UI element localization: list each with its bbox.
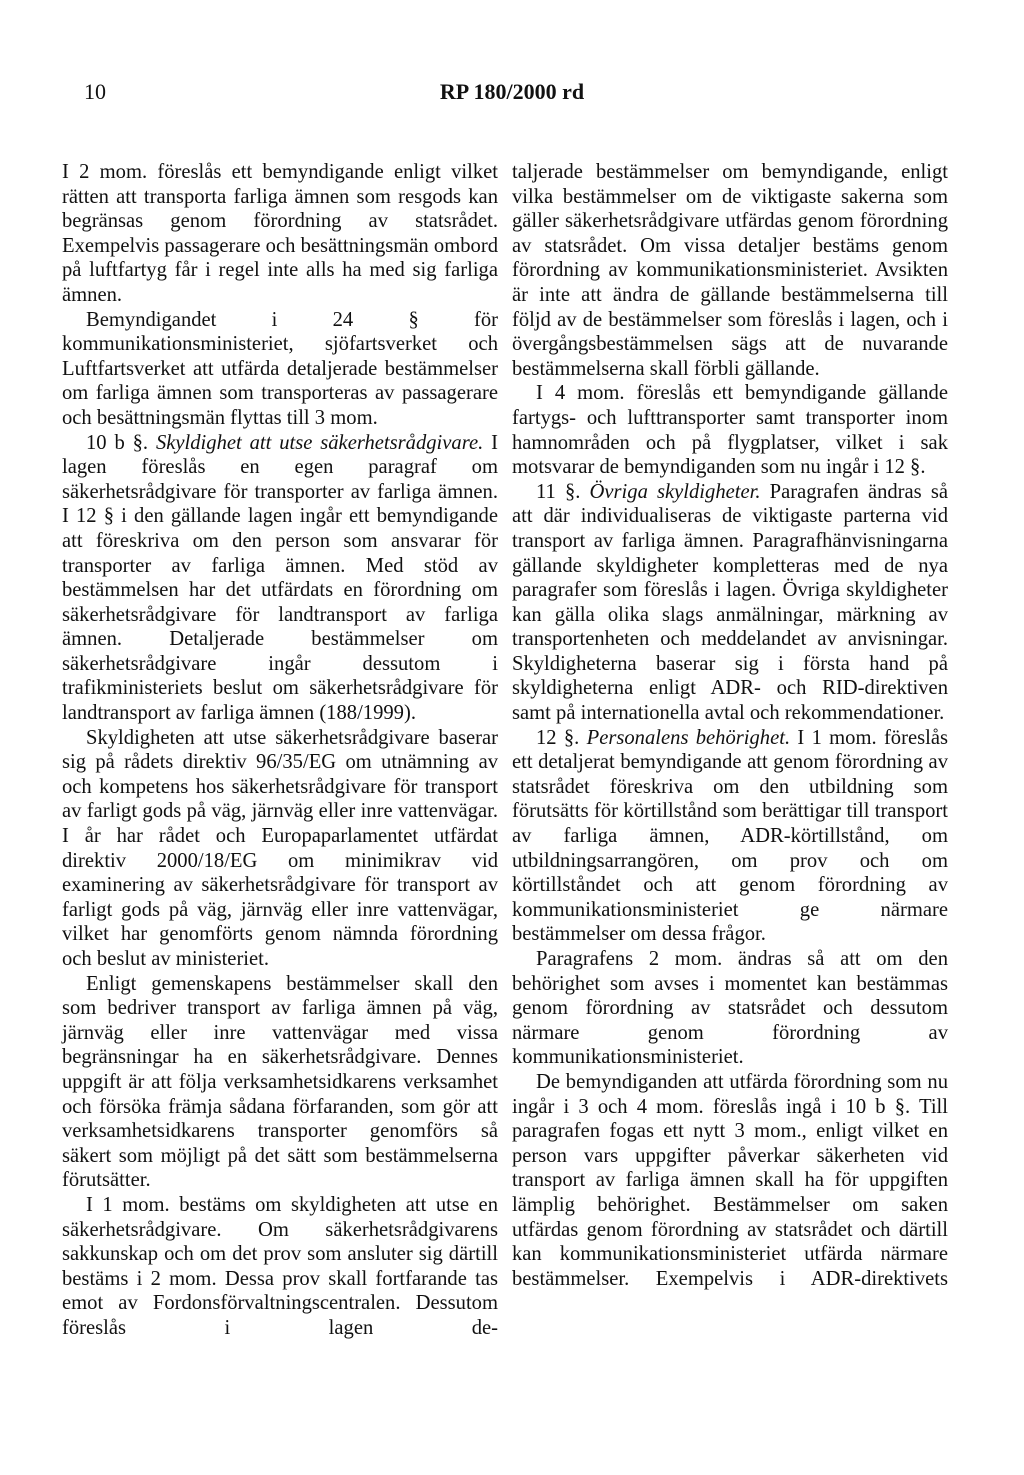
section-label: 10 b §. xyxy=(86,431,149,454)
section-paragraph xyxy=(512,726,948,947)
paragraph: De bemyndiganden att utfärda förordning som nu ingår i 3 och 4 mom. föreslås ingå i 10 b §. Till paragrafen fogas ett nytt 3 mom., enligt vilket en person vars uppgifter påverkar säkerheten vid transport av farliga ämnen skall ha för uppgiften lämplig behörighet. Bestämmelser om saken utfärdas genom förordning av statsrådet och därtill kan kommunikationsministeriet utfärda närmare bestämmelser. Exempelvis i ADR-direktivets xyxy=(512,1070,948,1290)
section-label: 11 §. xyxy=(536,480,581,503)
section-heading: Skyldighet att utse säkerhetsrådgivare. xyxy=(155,431,484,454)
section-text: Paragrafen ändras så att där individualiseras de viktigaste parterna vid transport av farliga ämnen. Paragrafhänvisningarna gällande skyldigheter kompletteras med de nya paragrafer som föreslås i lagen. Övriga skyldigheter kan gälla olika slags anmälningar, märkning av transportenheten och meddelandet av anvisningar. Skyldigheterna baserar sig i första hand på skyldigheterna enligt ADR- och RID-direktiven samt på internationella avtal och rekommendationer. xyxy=(512,480,948,725)
paragraph: I 1 mom. bestäms om skyldigheten att utse en säkerhetsrådgivare. Om säkerhetsrådgivarens sakkunskap och om det prov som ansluter sig därtill bestäms i 2 mom. Dessa prov skall fortfarande tas emot av Fordonsförvaltningscentralen. Dessutom föreslås i lagen de- xyxy=(62,1193,498,1339)
paragraph: taljerade bestämmelser om bemyndigande, enligt vilka bestämmelser om de viktigaste sakerna som gäller säkerhetsrådgivare utfärdas genom förordning av statsrådet. Om vissa detaljer bestäms genom förordning av kommunikationsministeriet. Avsikten är inte att ändra de gällande bestämmelserna till följd av de bestämmelser som föreslås i lagen, och i övergångsbestämmelsen sägs att de nuvarande bestämmelserna skall förbli gällande. xyxy=(512,161,948,380)
section-text: I lagen föreslås en egen paragraf om säkerhetsrådgivare för transporter av farliga ämnen. I 12 § i den gällande lagen ingår ett bemyndigande att föreskriva om den person som ansvarar för transporter av farliga ämnen. Med stöd av bestämmelsen har det utfärdats en förordning om säkerhetsrådgivare för landtransport av farliga ämnen. Detaljerade bestämmelser om säkerhetsrådgivare ingår dessutom i trafikministeriets beslut om säkerhetsrådgivare för landtransport av farliga ämnen (188/1999). xyxy=(62,431,498,725)
page-number: 10 xyxy=(84,79,106,104)
paragraph: Skyldigheten att utse säkerhetsrådgivare baserar sig på rådets direktiv 96/35/EG om utnämning av och kompetens hos säkerhetsrådgivare för transport av farligt gods på väg, järnväg eller inre vattenvägar. I år har rådet och Europaparlamentet utfärdat direktiv 2000/18/EG om minimikrav vid examinering av säkerhetsrådgivare för transport av farligt gods på väg, järnväg eller inre vattenvägar, vilket har genomförts genom nämnda förordning och beslut av ministeriet. xyxy=(62,726,498,970)
document-title: RP 180/2000 rd xyxy=(439,79,585,104)
section-paragraph xyxy=(62,431,498,726)
paragraph: I 4 mom. föreslås ett bemyndigande gällande fartygs- och lufttransporter samt transporter inom hamnområden och på flygplatser, vilket i sak motsvarar de bemyndiganden som nu ingår i 12 §. xyxy=(512,382,948,479)
paragraph: Paragrafens 2 mom. ändras så att om den behörighet som avses i momentet kan bestämmas genom förordning av statsrådet och dessutom närmare genom förordning av kommunikationsministeriet. xyxy=(512,948,948,1069)
paragraph: I 2 mom. föreslås ett bemyndigande enligt vilket rätten att transporta farliga ämnen som resgods kan begränsas genom förordning av statsrådet. Exempelvis passagerare och besättningsmän ombord på luftfartyg får i regel inte alls ha med sig farliga ämnen. xyxy=(62,161,498,306)
left-column xyxy=(62,160,498,1341)
paragraph: Bemyndigandet i 24 § för kommunikationsministeriet, sjöfartsverket och Luftfartsverket att utfärda detaljerade bestämmelser om farliga ämnen som transporteras av passagerare och besättningsmän flyttas till 3 mom. xyxy=(62,308,498,429)
paragraph: Enligt gemenskapens bestämmelser skall den som bedriver transport av farliga ämnen på väg, järnväg eller inre vattenvägar med vissa begränsningar ha en säkerhetsrådgivare. Dennes uppgift är att följa verksamhetsidkarens verksamhet och försöka främja sådana förfaranden, som gör att verksamhetsidkarens transporter genomförs så säkert som möjligt på det sätt som bestämmelserna förutsätter. xyxy=(62,972,498,1192)
section-heading: Övriga skyldigheter. xyxy=(589,480,761,503)
section-label: 12 §. xyxy=(536,726,580,749)
section-text: I 1 mom. föreslås ett detaljerat bemyndigande att genom förordning av statsrådet föreskriva om den utbildning som förutsätts för körtillstånd som berättigar till transport av farliga ämnen, ADR-körtillstånd, om utbildningsarrangören, om prov och om körtillståndet och att genom förordning av kommunikationsministeriet ge närmare bestämmelser om dessa frågor. xyxy=(512,726,948,946)
right-column xyxy=(512,160,948,1291)
section-paragraph xyxy=(512,480,948,726)
section-heading: Personalens behörighet. xyxy=(586,726,791,749)
